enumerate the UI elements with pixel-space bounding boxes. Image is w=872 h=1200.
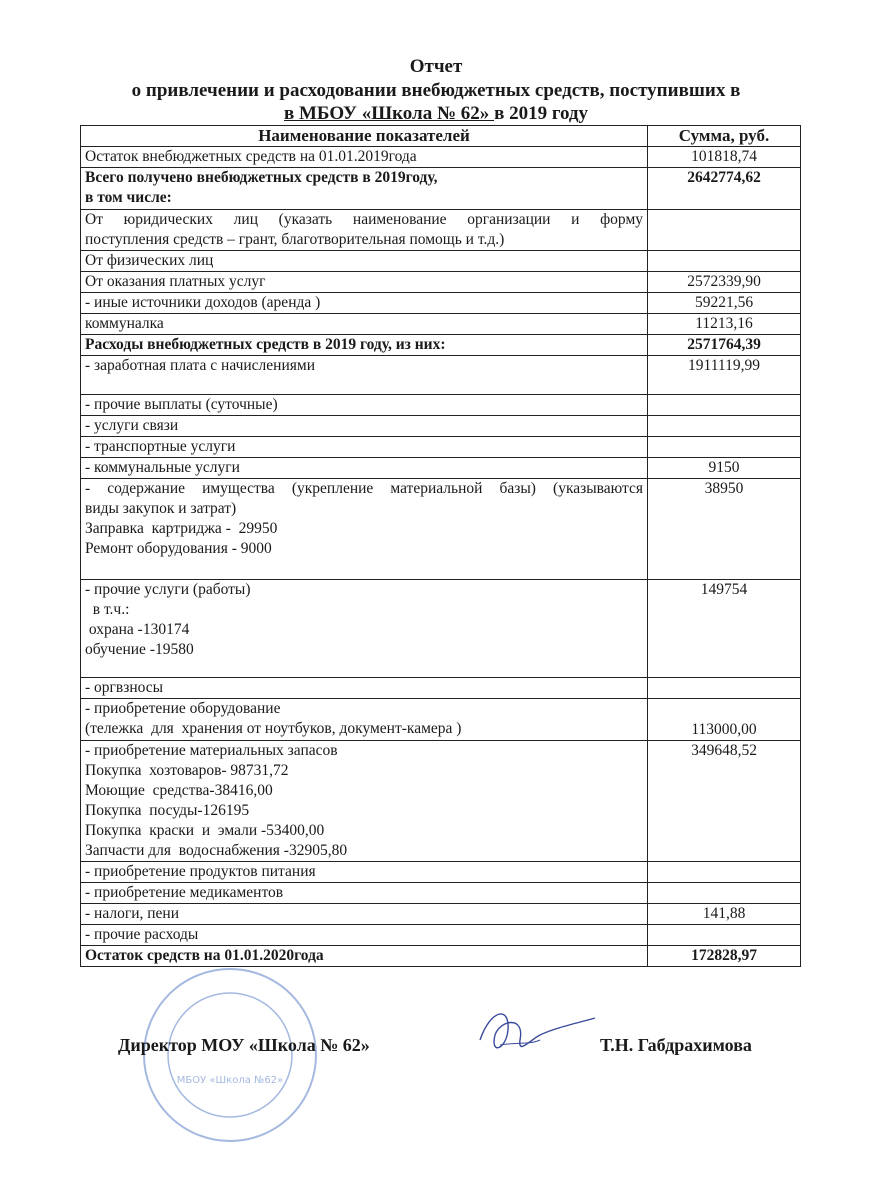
row-amount: 113000,00 (648, 699, 801, 741)
row-label (81, 741, 648, 862)
row-label-line: Покупка посуды-126195 (85, 802, 250, 819)
row-label-line: Покупка хозтоваров- 98731,72 (85, 762, 289, 779)
row-label (81, 437, 648, 458)
table-row (81, 272, 801, 293)
table-row (81, 678, 801, 699)
row-label-line: - приобретение оборудование (85, 700, 281, 717)
row-label (81, 883, 648, 904)
row-amount: 1911119,99 (648, 356, 801, 395)
row-amount (648, 210, 801, 251)
row-label-line: Моющие средства-38416,00 (85, 782, 273, 799)
director-name: Т.Н. Габдрахимова (600, 1035, 752, 1055)
row-label (81, 168, 648, 210)
row-amount: 172828,97 (648, 946, 801, 967)
row-amount: 59221,56 (648, 293, 801, 314)
row-label-line: виды закупок и затрат) (85, 500, 237, 517)
signature-scribble (470, 1000, 600, 1070)
table-row (81, 904, 801, 925)
row-label (81, 458, 648, 479)
row-label-line: От оказания платных услуг (85, 273, 266, 290)
table-row (81, 925, 801, 946)
table-row (81, 168, 801, 210)
row-label-line: в том числе: (85, 189, 172, 206)
row-amount: 2571764,39 (648, 335, 801, 356)
row-label (81, 580, 648, 678)
row-amount (648, 883, 801, 904)
row-amount: 349648,52 (648, 741, 801, 862)
table-header-row (81, 126, 801, 147)
row-label (81, 314, 648, 335)
row-label-line: коммуналка (85, 315, 164, 332)
table-row (81, 741, 801, 862)
row-label-line: - заработная плата с начислениями (85, 357, 315, 374)
row-label-line: охрана -130174 (85, 621, 190, 638)
row-label (81, 925, 648, 946)
row-label-line: (тележка для хранения от ноутбуков, документ-камера ) (85, 720, 462, 737)
table-row (81, 699, 801, 741)
row-label-line: - прочие расходы (85, 926, 199, 943)
row-label (81, 904, 648, 925)
row-label-line: - оргвзносы (85, 679, 164, 696)
row-label (81, 862, 648, 883)
row-label-line: От юридических лиц (указать наименование организации и форму (85, 211, 643, 228)
table-row (81, 862, 801, 883)
row-label-line: - иные источники доходов (аренда ) (85, 294, 321, 311)
row-label (81, 946, 648, 967)
document-title: Отчет (409, 56, 463, 77)
row-label (81, 416, 648, 437)
row-amount: 149754 (648, 580, 801, 678)
row-label (81, 678, 648, 699)
row-label (81, 210, 648, 251)
year-text: в 2019 году (494, 103, 589, 124)
row-label-line: Всего получено внебюджетных средств в 2019году, (85, 169, 438, 186)
table-row (81, 210, 801, 251)
row-amount: 11213,16 (648, 314, 801, 335)
table-row (81, 946, 801, 967)
row-label-line: Расходы внебюджетных средств в 2019 году, из них: (85, 336, 446, 353)
row-amount: 9150 (648, 458, 801, 479)
row-label-line: Ремонт оборудования - 9000 (85, 540, 272, 557)
row-label (81, 699, 648, 741)
row-amount: 141,88 (648, 904, 801, 925)
row-amount (648, 862, 801, 883)
table-row (81, 416, 801, 437)
row-label-line: - коммунальные услуги (85, 459, 240, 476)
row-label-line: - прочие услуги (работы) (85, 581, 251, 598)
table-row (81, 356, 801, 395)
column-header-amount: Сумма, руб. (648, 126, 801, 147)
row-label (81, 272, 648, 293)
row-label-line: Остаток внебюджетных средств на 01.01.2019года (85, 148, 417, 165)
row-label-line: - прочие выплаты (суточные) (85, 396, 278, 413)
row-label-line: Заправка картриджа - 29950 (85, 520, 278, 537)
row-label (81, 395, 648, 416)
row-label-line: поступления средств – грант, благотворительная помощь и т.д.) (85, 231, 505, 248)
row-label-line: Запчасти для водоснабжения -32905,80 (85, 842, 348, 859)
row-label-line: - приобретение медикаментов (85, 884, 284, 901)
table-row (81, 458, 801, 479)
table-row (81, 335, 801, 356)
column-header-name: Наименование показателей (81, 126, 648, 147)
row-label (81, 147, 648, 168)
table-row (81, 437, 801, 458)
row-amount (648, 395, 801, 416)
table-row (81, 147, 801, 168)
row-amount (648, 251, 801, 272)
document-subtitle-line2 (0, 102, 872, 125)
row-label-line: Остаток средств на 01.01.2020года (85, 947, 324, 964)
stamp-text: МБОУ «Школа №62» (176, 1075, 284, 1086)
row-amount (648, 678, 801, 699)
row-amount (648, 437, 801, 458)
report-table (80, 125, 801, 967)
row-label-line: обучение -19580 (85, 641, 194, 658)
row-label (81, 479, 648, 580)
table-row (81, 251, 801, 272)
table-row (81, 883, 801, 904)
row-amount: 101818,74 (648, 147, 801, 168)
row-label-line: - содержание имущества (укрепление материальной базы) (указываются (85, 480, 643, 497)
table-row (81, 580, 801, 678)
row-amount: 2642774,62 (648, 168, 801, 210)
row-label-line: От физических лиц (85, 252, 214, 269)
row-label-line: Покупка краски и эмали -53400,00 (85, 822, 325, 839)
row-label-line: - транспортные услуги (85, 438, 236, 455)
row-label (81, 335, 648, 356)
row-label-line: - налоги, пени (85, 905, 179, 922)
row-label-line: - приобретение материальных запасов (85, 742, 338, 759)
document-subtitle: о привлечении и расходовании внебюджетных средств, поступивших в (131, 80, 741, 101)
table-row (81, 293, 801, 314)
row-amount (648, 925, 801, 946)
row-label (81, 293, 648, 314)
row-amount (648, 416, 801, 437)
row-label-line: в т.ч.: (85, 601, 130, 618)
row-label-line: - услуги связи (85, 417, 179, 434)
row-label-line: - приобретение продуктов питания (85, 863, 316, 880)
table-row (81, 314, 801, 335)
school-name: в МБОУ «Школа № 62» (283, 103, 495, 124)
row-amount: 38950 (648, 479, 801, 580)
row-amount: 2572339,90 (648, 272, 801, 293)
table-row (81, 395, 801, 416)
table-row (81, 479, 801, 580)
row-label (81, 251, 648, 272)
director-position: Директор МОУ «Школа № 62» (118, 1035, 370, 1055)
row-label (81, 356, 648, 395)
